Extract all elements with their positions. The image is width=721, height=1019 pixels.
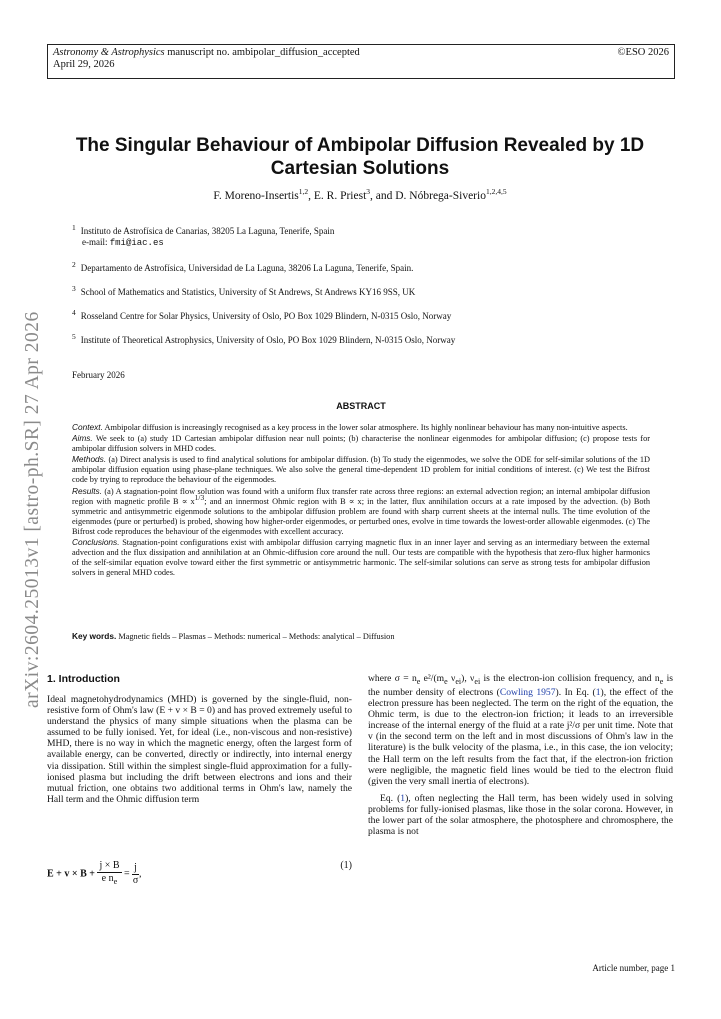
hall-term-fraction [97, 860, 121, 888]
author-2-aff: 3 [366, 187, 371, 197]
text-run: ), the effect of the electron pressure has been neglected. The term on the right of the equation, the Ohmic term, is due to the electron-ion friction; it leads to an irreversible increase of the internal energy of the fluid at a rate j²/σ per unit time. Note that v (in the second term on the left and in most discussions of Ohm's law in the literature) is the bulk velocity of the plasma, i.e., in this case, the ion velocity; the Hall term on the left results from the fact that, if the electron-ion friction were negligible, the magnetic field lines would be tied to the electron fluid (given the very small inertia of electrons). [368, 687, 674, 787]
abstract-heading: ABSTRACT [336, 401, 386, 411]
affiliation-5 [72, 332, 672, 346]
affiliation-number: 3 [72, 284, 76, 293]
denominator-text: e n [101, 873, 114, 884]
affiliation-3 [72, 284, 672, 298]
abstract-results [72, 486, 650, 537]
page-footer: Article number, page 1 [592, 963, 675, 973]
author-separator: , and [370, 190, 396, 202]
email-link[interactable]: fmi@iac.es [109, 238, 164, 248]
text-run: ), often neglecting the Hall term, has been widely used in solving problems for fully-ionised plasmas, like those in the solar corona. However, in the lower part of the solar atmosphere, the photosphere and chromosphere, the plasma is not [368, 792, 673, 838]
email-label: e-mail: [82, 237, 108, 247]
affiliation-text: Instituto de Astrofísica de Canarias, 38205 La Laguna, Tenerife, Spain [80, 226, 335, 236]
arxiv-stamp [20, 268, 46, 708]
author-2: E. R. Priest [313, 190, 367, 202]
equation-reference-link[interactable]: 1 [595, 687, 601, 698]
subscript: e [659, 676, 664, 686]
abstract-body [72, 422, 650, 578]
keywords [72, 631, 650, 641]
equation-comma: , [138, 868, 142, 880]
fraction-denominator [97, 873, 121, 888]
subscript: ei [474, 676, 481, 686]
author-1-aff: 1,2 [298, 187, 309, 197]
author-3: D. Nóbrega-Siverio [395, 190, 486, 202]
author-3-aff: 1,2,4,5 [485, 187, 507, 197]
equals-sign: = [124, 868, 130, 880]
text-run: is the electron-ion collision frequency, and n [480, 673, 660, 684]
fraction-numerator: j × B [99, 860, 120, 871]
abstract-text: ; and an innermost Ohmic region with B ∝ x; in the latter, flux annihilation occurs at a rate imposed by the advection. (b) Both symmetric and antisymmetric eigenmode solutions to the ambipolar diffusion problem are found with sharp current sheets at the internal nulls. The time evolution of the eigenmodes (pure or perturbed) is probed, showing how higher-order eigenmodes, or perturbed ones, evolve in time towards the lowest-order allowable eigenmodes. (c) The Bifrost code reproduces the behaviour of the eigenmodes with excellent accuracy. [72, 496, 651, 536]
equation-lhs: E + v × B + [47, 868, 95, 880]
intro-paragraph-2 [368, 673, 673, 787]
subscript: e [416, 676, 421, 686]
abstract-context [72, 422, 650, 433]
journal-header [47, 44, 675, 79]
keywords-label: Key words. [72, 631, 117, 641]
equation-body [47, 860, 141, 888]
ohmic-term-fraction [132, 862, 139, 887]
abstract-methods [72, 454, 650, 485]
abstract-label: Results. [72, 485, 102, 496]
text-run: where σ = n [368, 673, 417, 684]
fraction-denominator: σ [132, 874, 139, 886]
affiliation-4 [72, 308, 672, 322]
keywords-text: Magnetic fields – Plasmas – Methods: numerical – Methods: analytical – Diffusion [118, 632, 395, 641]
journal-name: Astronomy & Astrophysics [53, 47, 165, 58]
author-list [60, 189, 660, 203]
intro-paragraph-1: Ideal magnetohydrodynamics (MHD) is governed by the single-fluid, non-resistive form of Ohm's law (E + v × B = 0) and has proved extremely useful to understand the physics of many simple situations when the plasma can be assumed to be fully ionised. Yet, for ideal (i.e., non-viscous and non-resistive) MHD, there is no way in which the magnetic energy, often the largest form of available energy, can be converted, directly or indirectly, into internal energy via dissipation. Still within the simplest single-fluid approximation for a fully-ionised plasma but including the drift between electrons and ions and their mutual friction, one obtains two additional terms in Ohm's law, namely the Hall term and the Ohmic diffusion term [47, 694, 352, 805]
equation-1 [47, 851, 352, 886]
affiliation-text: Rosseland Centre for Solar Physics, University of Oslo, PO Box 1029 Blindern, N-0315 Oslo, Norway [80, 311, 452, 321]
manuscript-id: manuscript no. ambipolar_diffusion_accepted [167, 47, 360, 58]
affiliation-1 [72, 223, 672, 249]
abstract-text: Ambipolar diffusion is increasingly recognised as a key process in the lower solar atmosphere. Its highly nonlinear behaviour has many non-intuitive aspects. [104, 423, 628, 432]
abstract-text: (a) Direct analysis is used to find analytical solutions for ambipolar diffusion. (b) To study the eigenmodes, we solve the ODE for self-similar solutions of the 1D ambipolar diffusion equation using phase-plane techniques. We also solve the general time-dependent 1D problem for initial conditions of interest. (c) We test the Bifrost code by trying to reproduce the behaviour of the eigenmodes. [72, 455, 650, 485]
affiliation-number: 4 [72, 308, 76, 317]
affiliation-text: Institute of Theoretical Astrophysics, University of Oslo, PO Box 1029 Blindern, N-0315 Oslo, Norway [80, 335, 456, 345]
abstract-label: Methods. [72, 454, 107, 465]
affiliation-text: Departamento de Astrofísica, Universidad de La Laguna, 38206 La Laguna, Tenerife, Spain. [80, 263, 414, 273]
left-column [47, 694, 352, 805]
equation-number: (1) [340, 860, 352, 871]
text-run: e²/(m [420, 673, 445, 684]
citation-link[interactable]: Cowling 1957 [499, 687, 556, 698]
abstract-label: Conclusions. [72, 537, 120, 548]
text-run: Eq. ( [380, 792, 401, 804]
text-run: ), ν [461, 673, 475, 684]
subscript: e [113, 877, 118, 886]
header-date: April 29, 2026 [53, 59, 115, 70]
subscript: e [444, 676, 448, 686]
exponent: 1/3 [194, 492, 205, 502]
abstract-label: Aims. [72, 433, 93, 444]
abstract-conclusions [72, 537, 650, 578]
subscript: ei [455, 676, 462, 686]
text-run: ν [447, 673, 456, 684]
received-date: February 2026 [72, 370, 125, 380]
abstract-aims [72, 433, 650, 454]
abstract-text: Stagnation-point configurations exist with ambipolar diffusion carrying magnetic flux in an inner layer and serving as an intermediary between the external advection and the flux dissipation and annihilation at an Ohmic-diffusion core around the null. Our tests are compatible with the hypothesis that zero-flux higher harmonics of the self-similar equation evolve toward either the first symmetric or antisymmetric harmonic. The self-similar solutions can serve as strong tests for ambipolar diffusion solvers in general MHD codes. [72, 538, 650, 578]
affiliation-2 [72, 260, 672, 274]
intro-paragraph-3 [368, 793, 673, 837]
author-1: F. Moreno-Insertis [213, 190, 299, 202]
affiliation-number: 1 [72, 223, 76, 232]
abstract-text: We seek to (a) study 1D Cartesian ambipolar diffusion near null points; (b) characterise the nonlinear eigenmodes for ambipolar diffusion; (c) propose tests for ambipolar diffusion solvers in MHD codes. [72, 434, 650, 454]
equation-reference-link[interactable]: 1 [400, 792, 406, 804]
author-separator: , [308, 190, 314, 202]
abstract-label: Context. [72, 422, 103, 432]
arxiv-stamp-text: arXiv:2604.25013v1 [astro-ph.SR] 27 Apr 2026 [22, 311, 43, 708]
paper-title: The Singular Behaviour of Ambipolar Diffusion Revealed by 1D Cartesian Solutions [75, 135, 645, 179]
affiliation-number: 2 [72, 260, 76, 269]
text-run: is the number density of electrons ( [368, 673, 673, 698]
text-run: ). In Eq. ( [555, 687, 596, 698]
copyright: ©ESO 2026 [617, 47, 669, 58]
section-heading: 1. Introduction [47, 673, 120, 685]
affiliation-number: 5 [72, 332, 76, 341]
abstract-text: (a) A stagnation-point flow solution was found with a uniform flux transfer rate across three regions: an external advection region; an internal ambipolar diffusion region with magnetic profile B ∝ x [72, 486, 650, 506]
right-column [368, 673, 673, 837]
affiliation-text: School of Mathematics and Statistics, University of St Andrews, St Andrews KY16 9SS, UK [80, 287, 416, 297]
fraction-numerator: j [134, 861, 137, 873]
